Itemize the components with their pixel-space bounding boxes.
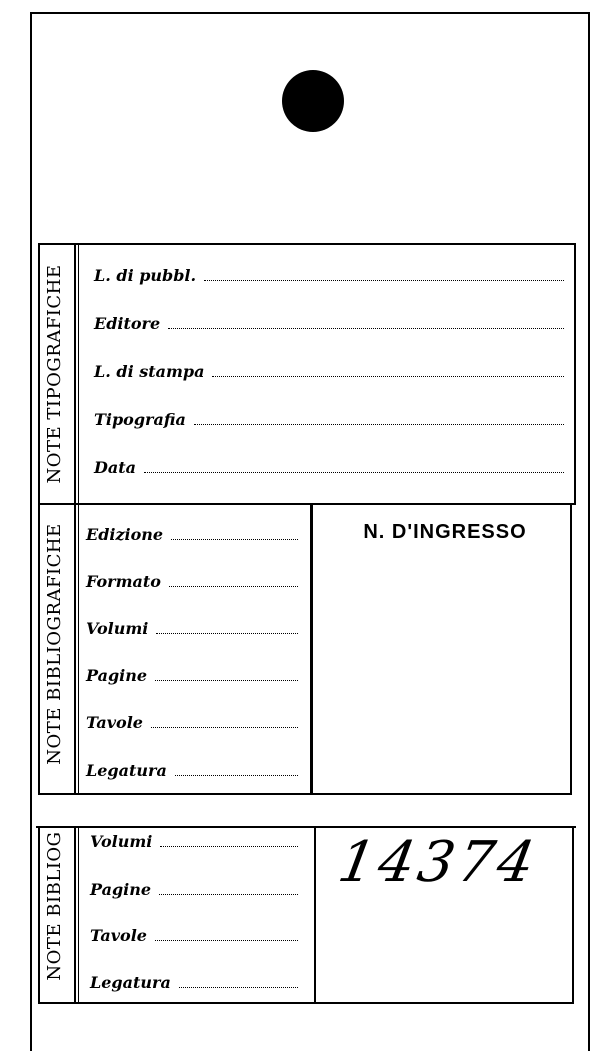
field-volumi bbox=[86, 619, 298, 638]
tipografiche-label-divider-2 bbox=[78, 245, 79, 503]
field-editore bbox=[94, 314, 564, 333]
lower-ingresso-divider bbox=[314, 828, 316, 1002]
field-label: Tavole bbox=[90, 926, 147, 945]
dotted-line bbox=[194, 424, 564, 425]
dotted-line bbox=[168, 328, 564, 329]
field-label: Pagine bbox=[86, 666, 148, 685]
tipografiche-label-divider bbox=[74, 245, 76, 503]
field-label: Data bbox=[94, 458, 136, 477]
field-edizione bbox=[86, 525, 298, 544]
note-bibliografiche-title: NOTE BIBLIOGRAFICHE bbox=[44, 523, 65, 765]
field-label: L. di pubbl. bbox=[94, 266, 197, 285]
bibliografiche-label-divider-2 bbox=[78, 505, 79, 793]
dotted-line bbox=[159, 894, 298, 895]
card-right-edge bbox=[588, 12, 590, 1051]
field-legatura bbox=[86, 761, 298, 780]
lower-block-top-edge bbox=[36, 826, 576, 828]
field-data bbox=[94, 458, 564, 477]
field-label: L. di stampa bbox=[94, 362, 205, 381]
field-label: Legatura bbox=[90, 973, 171, 992]
field-l-di-stampa bbox=[94, 362, 564, 381]
dotted-line bbox=[155, 940, 298, 941]
lower-field-pagine bbox=[90, 880, 298, 899]
dotted-line bbox=[156, 633, 298, 634]
note-tipografiche-title: NOTE TIPOGRAFICHE bbox=[44, 264, 65, 484]
dotted-line bbox=[151, 727, 298, 728]
dotted-line bbox=[155, 680, 298, 681]
dotted-line bbox=[212, 376, 564, 377]
field-l-di-pubbl bbox=[94, 266, 564, 285]
field-pagine bbox=[86, 666, 298, 685]
field-formato bbox=[86, 572, 298, 591]
field-label: Pagine bbox=[90, 880, 152, 899]
dotted-line bbox=[175, 775, 298, 776]
field-tavole bbox=[86, 713, 298, 732]
dotted-line bbox=[204, 280, 564, 281]
lower-block-left-edge bbox=[38, 826, 40, 1004]
bibliografiche-label-divider bbox=[74, 505, 76, 793]
dotted-line bbox=[179, 987, 298, 988]
lower-label-divider bbox=[74, 828, 76, 1002]
lower-label-divider-2 bbox=[78, 828, 79, 1002]
field-label: Editore bbox=[94, 314, 161, 333]
punch-hole bbox=[282, 70, 344, 132]
dotted-line bbox=[171, 539, 298, 540]
field-label: Tipografia bbox=[94, 410, 186, 429]
note-bibliog-lower-title: NOTE BIBLIOG bbox=[44, 831, 65, 981]
lower-field-legatura bbox=[90, 973, 298, 992]
lower-field-volumi bbox=[90, 832, 298, 851]
card-left-edge bbox=[30, 12, 32, 1051]
handwritten-ingresso-number: 14374 bbox=[333, 830, 544, 895]
lower-block-right-edge bbox=[572, 826, 574, 1004]
field-label: Volumi bbox=[86, 619, 149, 638]
field-tipografia bbox=[94, 410, 564, 429]
field-label: Legatura bbox=[86, 761, 167, 780]
note-bibliografiche-box bbox=[38, 503, 572, 795]
ingresso-divider bbox=[310, 505, 313, 793]
lower-field-tavole bbox=[90, 926, 298, 945]
card-top-edge bbox=[30, 12, 590, 14]
field-label: Formato bbox=[86, 572, 161, 591]
n-ingresso-label: N. D'INGRESSO bbox=[363, 521, 527, 543]
field-label: Edizione bbox=[86, 525, 164, 544]
lower-block-bottom-edge bbox=[38, 1002, 574, 1004]
dotted-line bbox=[160, 846, 298, 847]
dotted-line bbox=[169, 586, 298, 587]
field-label: Volumi bbox=[90, 832, 153, 851]
field-label: Tavole bbox=[86, 713, 143, 732]
dotted-line bbox=[144, 472, 564, 473]
